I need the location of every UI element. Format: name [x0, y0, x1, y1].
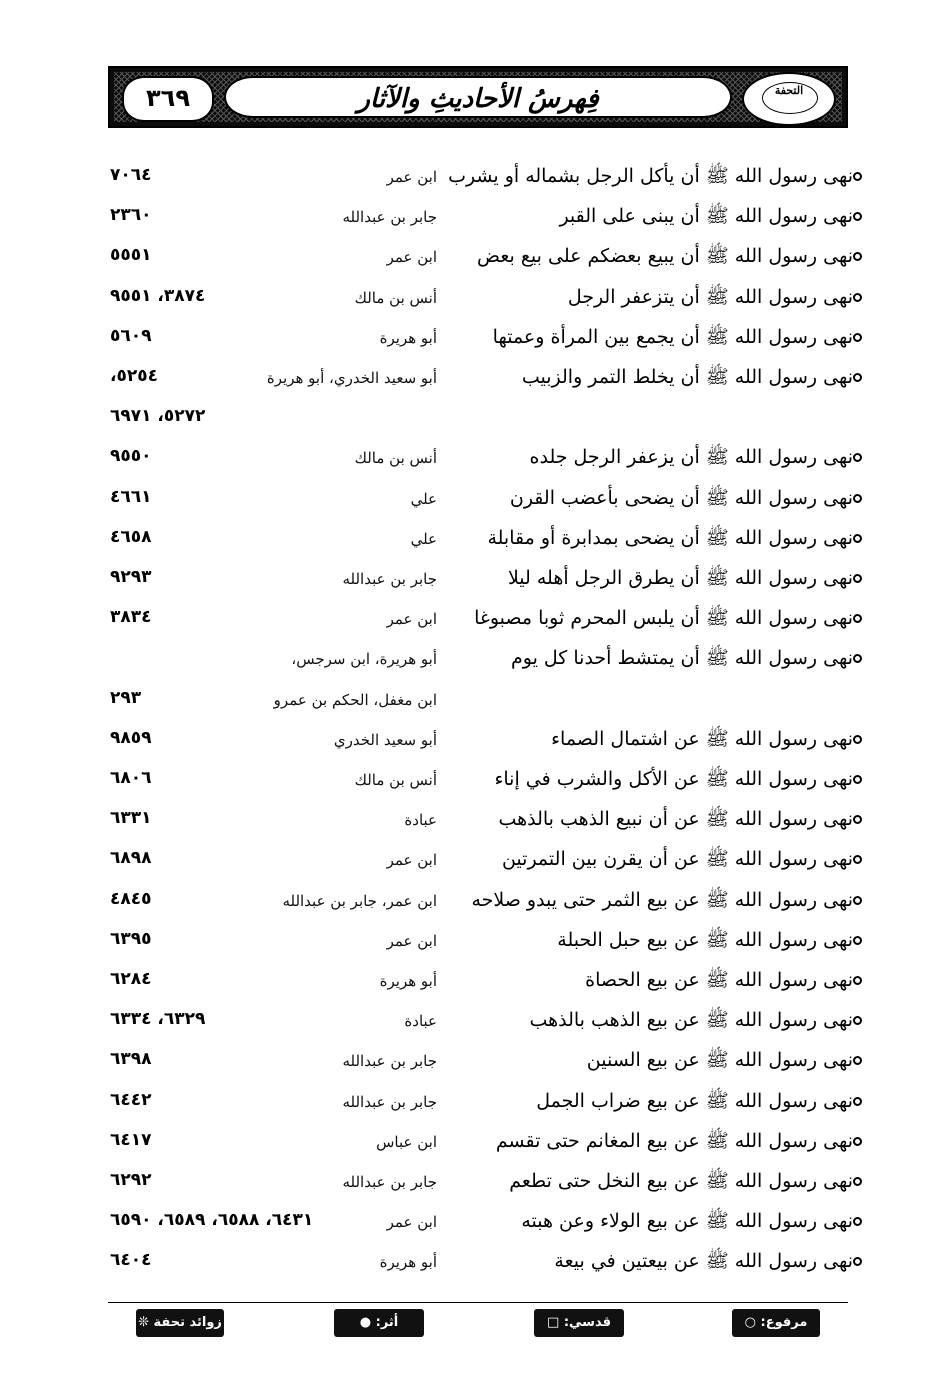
legend-qudsi: قدسي: □: [534, 1309, 624, 1337]
hadith-numbers: ٤٦٥٨: [110, 527, 152, 547]
hadith-text: نهى رسول الله ﷺ أن يزعفر الرجل جلده: [529, 446, 853, 468]
hadith-numbers: ٤٦٦١: [110, 487, 152, 507]
marfu-circle-icon: [853, 574, 862, 583]
narrator: أنس بن مالك: [354, 289, 437, 307]
hadith-text: نهى رسول الله ﷺ عن الأكل والشرب في إناء: [494, 768, 853, 790]
marfu-circle-icon: [853, 815, 862, 824]
hadith-numbers: ٩٨٥٩: [110, 728, 152, 748]
hadith-numbers: ٧٠٦٤: [110, 165, 152, 185]
narrator: عبادة: [404, 811, 437, 829]
marfu-circle-icon: [853, 1097, 862, 1106]
marfu-circle-icon: [853, 1177, 862, 1186]
marfu-circle-icon: [853, 735, 862, 744]
hadith-numbers: ٩٥٥٠: [110, 446, 152, 466]
footer-rule: [108, 1302, 848, 1303]
hadith-text: نهى رسول الله ﷺ عن بيع الولاء وعن هبته: [521, 1210, 853, 1232]
index-entry: [0, 441, 945, 475]
hadith-text: نهى رسول الله ﷺ أن يتزعفر الرجل: [567, 286, 853, 308]
index-entry: [0, 924, 945, 958]
narrator: ابن عمر: [386, 610, 437, 628]
narrator: أبو هريرة: [379, 972, 437, 990]
marfu-circle-icon: [853, 534, 862, 543]
hadith-text: نهى رسول الله ﷺ عن أن يقرن بين التمرتين: [501, 848, 853, 870]
marfu-circle-icon: [853, 896, 862, 905]
hadith-numbers: ٢٣٦٠: [110, 205, 152, 225]
narrator: أبو هريرة: [379, 329, 437, 347]
hadith-numbers: ٦٤٤٢: [110, 1090, 152, 1110]
hadith-text: نهى رسول الله ﷺ عن بيع السنين: [586, 1049, 853, 1071]
hadith-text: نهى رسول الله ﷺ أن يبيع بعضكم على بيع بعض: [477, 245, 853, 267]
marfu-circle-icon: [853, 855, 862, 864]
hadith-text: نهى رسول الله ﷺ عن بيع الثمر حتى يبدو صلاحه: [471, 889, 853, 911]
index-entry: [0, 602, 945, 636]
index-entry: [0, 562, 945, 596]
narrator: أبو سعيد الخدري، أبو هريرة: [266, 369, 437, 387]
narrator: أنس بن مالك: [354, 771, 437, 789]
hadith-text: نهى رسول الله ﷺ عن بيع الذهب بالذهب: [529, 1009, 853, 1031]
narrator: أبو سعيد الخدري: [333, 731, 437, 749]
narrator: جابر بن عبدالله: [342, 1093, 437, 1111]
hadith-text: نهى رسول الله ﷺ عن بيع ضراب الجمل: [536, 1090, 853, 1112]
narrator: جابر بن عبدالله: [342, 1052, 437, 1070]
hadith-numbers: ٥٢٥٤،: [110, 366, 158, 386]
narrator: علي: [410, 530, 437, 548]
narrator: ابن مغفل، الحكم بن عمرو: [273, 691, 437, 709]
hadith-numbers: ٥٢٧٢، ٦٩٧١: [110, 406, 206, 426]
index-entry: [0, 200, 945, 234]
marfu-circle-icon: [853, 654, 862, 663]
hadith-numbers: ٦٤١٧: [110, 1130, 152, 1150]
index-entry: [0, 884, 945, 918]
index-entry: [0, 763, 945, 797]
page-number: ٣٦٩: [146, 84, 190, 112]
narrator: ابن عمر: [386, 168, 437, 186]
hadith-numbers: ٦٣٣١: [110, 808, 152, 828]
index-entry: [0, 843, 945, 877]
marfu-circle-icon: [853, 373, 862, 382]
narrator: أنس بن مالك: [354, 449, 437, 467]
hadith-numbers: ٦٤٣١، ٦٥٨٨، ٦٥٨٩، ٦٥٩٠: [110, 1210, 314, 1230]
hadith-numbers: ٣٨٧٤، ٩٥٥١: [110, 286, 206, 306]
hadith-text: نهى رسول الله ﷺ عن اشتمال الصماء: [551, 728, 853, 750]
index-entry: [0, 1245, 945, 1279]
hadith-text: نهى رسول الله ﷺ عن بيعتين في بيعة: [554, 1250, 853, 1272]
index-entry: [0, 361, 945, 395]
index-entry: [0, 401, 945, 435]
marfu-circle-icon: [853, 1016, 862, 1025]
index-entry: [0, 1085, 945, 1119]
marfu-circle-icon: [853, 1217, 862, 1226]
index-entry: [0, 321, 945, 355]
marfu-circle-icon: [853, 1137, 862, 1146]
hadith-text: نهى رسول الله ﷺ أن يخلط التمر والزبيب: [521, 366, 853, 388]
hadith-numbers: ٦٢٨٤: [110, 969, 152, 989]
marfu-circle-icon: [853, 1056, 862, 1065]
hadith-numbers: ٦٣٩٨: [110, 1049, 152, 1069]
index-entry: [0, 1004, 945, 1038]
narrator: ابن عمر، جابر بن عبدالله: [282, 892, 437, 910]
marfu-circle-icon: [853, 775, 862, 784]
hadith-numbers: ٢٩٣: [110, 688, 142, 708]
page-title: فِهرسُ الأحاديثِ والآثار: [357, 84, 599, 114]
hadith-numbers: ٦٢٩٢: [110, 1170, 152, 1190]
legend-marfu: مرفوع: ○: [732, 1309, 820, 1337]
index-entry: [0, 683, 945, 717]
index-entry: [0, 1165, 945, 1199]
hadith-numbers: ٦٨٩٨: [110, 848, 152, 868]
narrator: أبو هريرة: [379, 1253, 437, 1271]
marfu-circle-icon: [853, 212, 862, 221]
marfu-circle-icon: [853, 494, 862, 503]
legend-zawaid: زوائد تحفة ❊: [136, 1309, 224, 1337]
index-entry: [0, 1125, 945, 1159]
hadith-numbers: ٦٣٩٥: [110, 929, 152, 949]
marfu-circle-icon: [853, 976, 862, 985]
narrator: ابن عمر: [386, 1213, 437, 1231]
index-entry: [0, 1044, 945, 1078]
index-entry: [0, 964, 945, 998]
hadith-text: نهى رسول الله ﷺ عن بيع النخل حتى تطعم: [509, 1170, 853, 1192]
marfu-circle-icon: [853, 252, 862, 261]
hadith-text: نهى رسول الله ﷺ أن يمتشط أحدنا كل يوم: [510, 647, 853, 669]
narrator: جابر بن عبدالله: [342, 570, 437, 588]
hadith-text: نهى رسول الله ﷺ أن يأكل الرجل بشماله أو يشرب: [448, 165, 853, 187]
seal-text: التحفة: [774, 84, 804, 97]
index-entry: [0, 723, 945, 757]
hadith-text: نهى رسول الله ﷺ عن بيع الحصاة: [585, 969, 853, 991]
index-entry: [0, 482, 945, 516]
hadith-numbers: ٤٨٤٥: [110, 889, 152, 909]
narrator: عبادة: [404, 1012, 437, 1030]
legend-athar: أثر: ●: [334, 1309, 424, 1337]
hadith-numbers: ٦٤٠٤: [110, 1250, 152, 1270]
narrator: ابن عمر: [386, 851, 437, 869]
marfu-circle-icon: [853, 172, 862, 181]
hadith-numbers: ٦٣٢٩، ٦٣٣٤: [110, 1009, 206, 1029]
hadith-text: نهى رسول الله ﷺ أن يضحى بأعضب القرن: [509, 487, 853, 509]
hadith-numbers: ٥٦٠٩: [110, 326, 152, 346]
marfu-circle-icon: [853, 936, 862, 945]
narrator: علي: [410, 490, 437, 508]
index-entry: [0, 1205, 945, 1239]
marfu-circle-icon: [853, 453, 862, 462]
marfu-circle-icon: [853, 1257, 862, 1266]
hadith-numbers: ٦٨٠٦: [110, 768, 152, 788]
marfu-circle-icon: [853, 293, 862, 302]
hadith-numbers: ٩٢٩٣: [110, 567, 152, 587]
index-entry: [0, 281, 945, 315]
hadith-text: نهى رسول الله ﷺ أن يجمع بين المرأة وعمتها: [492, 326, 853, 348]
index-entry: [0, 522, 945, 556]
narrator: جابر بن عبدالله: [342, 208, 437, 226]
index-entry: [0, 803, 945, 837]
hadith-text: نهى رسول الله ﷺ أن يلبس المحرم ثوبا مصبوغا: [474, 607, 853, 629]
hadith-text: نهى رسول الله ﷺ أن يطرق الرجل أهله ليلا: [507, 567, 853, 589]
hadith-numbers: ٣٨٣٤: [110, 607, 152, 627]
narrator: ابن عباس: [376, 1133, 437, 1151]
index-entry: [0, 642, 945, 676]
narrator: ابن عمر: [386, 932, 437, 950]
narrator: أبو هريرة، ابن سرجس،: [291, 650, 437, 668]
hadith-numbers: ٥٥٥١: [110, 245, 152, 265]
index-entry: [0, 240, 945, 274]
hadith-text: نهى رسول الله ﷺ عن بيع حبل الحبلة: [557, 929, 853, 951]
narrator: جابر بن عبدالله: [342, 1173, 437, 1191]
hadith-text: نهى رسول الله ﷺ عن بيع المغانم حتى تقسم: [495, 1130, 853, 1152]
hadith-text: نهى رسول الله ﷺ عن أن نبيع الذهب بالذهب: [498, 808, 853, 830]
marfu-circle-icon: [853, 614, 862, 623]
hadith-text: نهى رسول الله ﷺ أن يبنى على القبر: [559, 205, 853, 227]
index-entry: [0, 160, 945, 194]
hadith-text: نهى رسول الله ﷺ أن يضحى بمدابرة أو مقابلة: [487, 527, 853, 549]
marfu-circle-icon: [853, 333, 862, 342]
narrator: ابن عمر: [386, 248, 437, 266]
